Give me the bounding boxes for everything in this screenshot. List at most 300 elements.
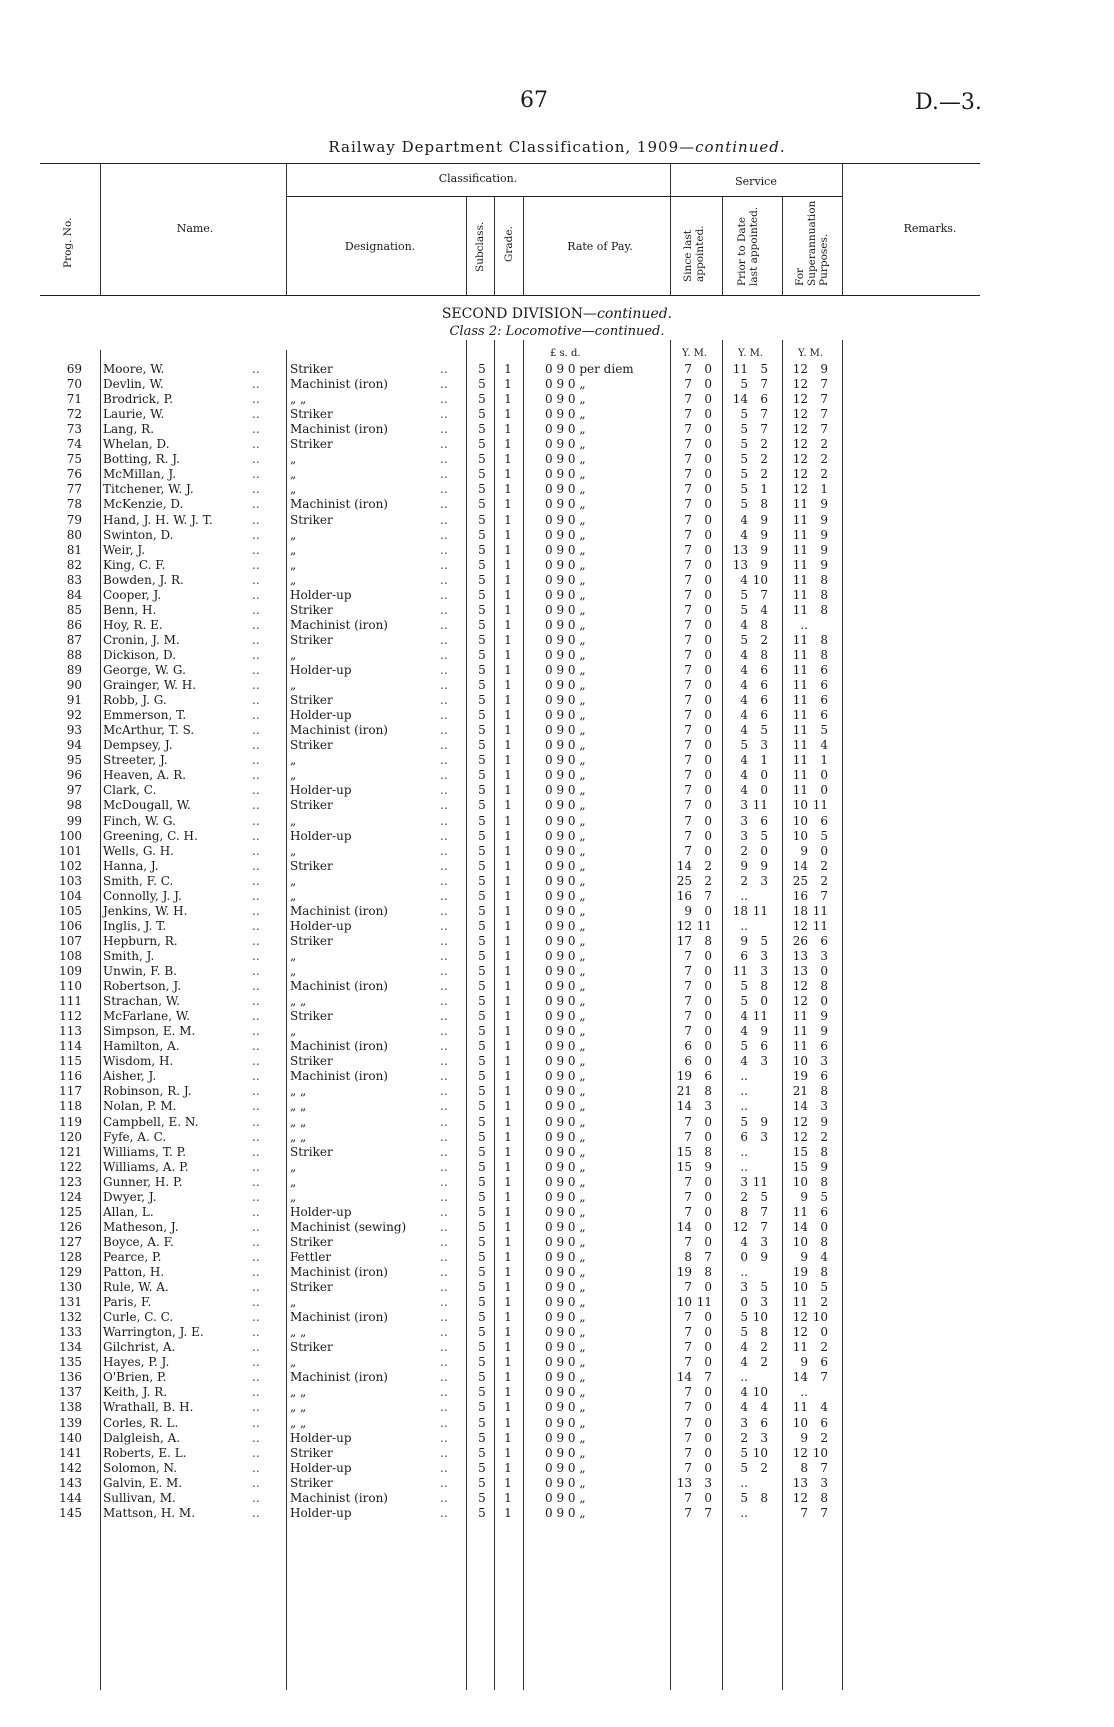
col-rule-grade [523,196,524,295]
leader-dots: .. [440,1385,448,1400]
since-months-cell: 0 [704,1340,712,1355]
prior-years-cell: 9 [740,858,748,873]
super-months-cell: 9 [820,362,828,376]
since-months-cell: 0 [704,678,712,693]
leader-dots: .. [440,1099,448,1114]
prior-years-cell: 4 [740,1355,748,1370]
leader-dots: .. [252,452,260,467]
designation-cell: Striker [290,1280,333,1295]
super-years-cell: 19 [792,1069,808,1084]
prior-months-cell: 2 [760,467,768,482]
leader-dots: .. [440,1490,448,1505]
table-row [0,723,1114,738]
since-months-cell: 0 [704,1445,712,1460]
prior-months-cell: 1 [760,753,768,768]
prior-months-cell: 6 [760,813,768,828]
since-years-cell: 7 [684,1490,692,1505]
super-years-cell: 9 [800,1189,808,1204]
name-cell: Campbell, E. N. [103,1114,199,1129]
prior-years-cell: 5 [740,994,748,1009]
rate-cell: 0 9 0 „ [545,407,586,422]
grade-cell: 1 [504,1265,512,1279]
grade-cell: 1 [504,647,512,662]
units-super: Y. M. [798,348,824,359]
super-months-cell: 2 [820,452,828,467]
name-cell: Nolan, P. M. [103,1099,177,1114]
super-years-cell: 18 [792,903,808,918]
super-months-cell: 2 [820,1295,828,1310]
since-years-cell: 7 [684,1009,692,1024]
designation-cell: Striker [290,693,333,708]
leader-dots: .. [252,1265,260,1279]
prior-months-cell: 6 [760,678,768,693]
super-years-cell: 11 [792,587,808,602]
prog-no-cell: 117 [59,1084,82,1099]
prior-months-cell: 0 [760,783,768,798]
super-years-cell: 11 [792,1024,808,1039]
leader-dots: .. [440,1430,448,1445]
super-years-cell: 9 [800,1355,808,1370]
super-months-cell: 6 [820,1204,828,1219]
col-rule-designation [466,196,467,295]
leader-dots: .. [440,813,448,828]
rate-cell: 0 9 0 „ [545,828,586,843]
name-cell: Strachan, W. [103,994,180,1009]
super-months-cell: 8 [820,1144,828,1159]
since-months-cell: 0 [704,407,712,422]
super-years-cell: 11 [792,738,808,753]
prog-no-cell: 111 [59,994,82,1009]
prog-no-cell: 114 [59,1039,82,1054]
since-months-cell: 6 [704,1069,712,1084]
name-cell: George, W. G. [103,663,186,677]
leader-dots: .. [252,948,260,963]
since-months-cell: 0 [704,1385,712,1400]
rate-cell: 0 9 0 „ [545,933,586,948]
table-row [0,558,1114,573]
name-cell: Finch, W. G. [103,813,176,828]
subclass-cell: 5 [478,1490,486,1505]
since-months-cell: 0 [704,798,712,813]
super-months-cell: 6 [820,1355,828,1370]
table-row [0,874,1114,889]
prior-months-cell: 11 [752,798,768,813]
prior-years-cell: 5 [740,407,748,422]
rate-cell: 0 9 0 „ [545,1144,586,1159]
prog-no-cell: 84 [66,587,82,602]
prog-no-cell: 127 [59,1234,82,1249]
since-years-cell: 25 [676,873,692,888]
super-months-cell: 6 [820,1069,828,1084]
rate-cell: 0 9 0 „ [545,497,586,512]
name-cell: Titchener, W. J. [103,482,194,497]
grade-cell: 1 [504,482,512,497]
subclass-cell: 5 [478,888,486,903]
designation-cell: Machinist (iron) [290,1490,388,1505]
since-years-cell: 9 [684,903,692,918]
super-months-cell: 9 [820,1114,828,1129]
table-row [0,1280,1114,1295]
designation-cell: Striker [290,1340,333,1355]
since-years-cell: 7 [684,617,692,632]
prior-years-cell: 4 [740,783,748,798]
prior-years-cell: .. [740,1475,748,1490]
grade-cell: 1 [504,1385,512,1400]
document-code: D.—3. [915,90,982,115]
prior-months-cell: 3 [760,738,768,753]
designation-cell: Striker [290,437,333,452]
name-cell: Smith, F. C. [103,873,174,888]
prior-years-cell: 5 [740,377,748,392]
super-months-cell: 8 [820,647,828,662]
prog-no-cell: 137 [59,1385,82,1400]
subclass-cell: 5 [478,362,486,376]
prior-years-cell: 3 [740,828,748,843]
rate-cell: 0 9 0 „ [545,1084,586,1099]
leader-dots: .. [252,1400,260,1415]
prior-years-cell: 4 [740,693,748,708]
table-row [0,1115,1114,1130]
prior-months-cell: 6 [760,392,768,407]
table-row [0,1491,1114,1506]
super-years-cell: 11 [792,1039,808,1054]
prior-years-cell: 5 [740,422,748,437]
grade-cell: 1 [504,828,512,843]
units-prior: Y. M. [738,348,764,359]
super-months-cell: 11 [812,903,828,918]
prior-years-cell: 5 [740,452,748,467]
grade-cell: 1 [504,964,512,978]
since-months-cell: 0 [704,783,712,798]
table-row [0,362,1114,377]
super-years-cell: 11 [792,678,808,693]
prior-months-cell: 9 [760,1114,768,1129]
header-grade: Grade. [503,226,515,262]
grade-cell: 1 [504,738,512,753]
designation-cell: Holder-up [290,1460,352,1475]
leader-dots: .. [252,888,260,903]
grade-cell: 1 [504,708,512,723]
prior-months-cell: 8 [760,979,768,994]
name-cell: Inglis, J. T. [103,918,167,933]
grade-cell: 1 [504,1129,512,1144]
leader-dots: .. [440,647,448,662]
designation-cell: „ [290,1189,297,1204]
leader-dots: .. [252,1249,260,1264]
super-years-cell: 11 [792,602,808,617]
page-number: 67 [520,88,548,113]
name-cell: Robertson, J. [103,979,182,994]
super-months-cell: 4 [820,1249,828,1264]
since-months-cell: 3 [704,1099,712,1114]
header-superannuation: For Superannuation Purposes. [794,200,830,286]
super-years-cell: 13 [792,964,808,978]
header-subclass: Subclass. [474,221,486,272]
prior-years-cell: .. [740,1159,748,1174]
table-row [0,437,1114,452]
super-months-cell: 8 [820,602,828,617]
rate-cell: 0 9 0 „ [545,964,586,978]
rate-cell: 0 9 0 „ [545,708,586,723]
subclass-cell: 5 [478,1265,486,1279]
prior-months-cell: 6 [760,693,768,708]
leader-dots: .. [252,1280,260,1295]
table-row [0,1175,1114,1190]
prior-months-cell: 7 [760,587,768,602]
prior-months-cell: 7 [760,1219,768,1234]
prior-months-cell: 7 [760,1204,768,1219]
name-cell: Cooper, J. [103,587,162,602]
name-cell: Wells, G. H. [103,843,174,858]
table-row [0,949,1114,964]
super-months-cell: 0 [820,1325,828,1340]
leader-dots: .. [440,678,448,693]
leader-dots: .. [252,723,260,738]
rate-cell: 0 9 0 „ [545,918,586,933]
rate-cell: 0 9 0 „ [545,1280,586,1295]
super-months-cell: 6 [820,708,828,723]
division-text: SECOND DIVISION— [441,306,598,322]
since-years-cell: 7 [684,1415,692,1430]
prior-years-cell: 5 [740,467,748,482]
since-years-cell: 7 [684,979,692,994]
since-months-cell: 0 [704,1325,712,1340]
subclass-cell: 5 [478,1069,486,1084]
leader-dots: .. [440,1129,448,1144]
leader-dots: .. [252,1430,260,1445]
prior-years-cell: 4 [740,723,748,738]
leader-dots: .. [252,1340,260,1355]
name-cell: Paris, F. [103,1295,152,1310]
prior-years-cell: .. [740,888,748,903]
designation-cell: Holder-up [290,828,352,843]
designation-cell: Striker [290,1144,333,1159]
super-months-cell: 1 [820,753,828,768]
designation-cell: Holder-up [290,708,352,723]
rate-cell: 0 9 0 „ [545,1129,586,1144]
name-cell: Lang, R. [103,422,155,437]
super-years-cell: .. [800,1385,808,1400]
super-years-cell: 10 [792,828,808,843]
grade-cell: 1 [504,888,512,903]
table-row [0,1220,1114,1235]
designation-cell: Striker [290,1009,333,1024]
super-years-cell: 12 [792,918,808,933]
prior-months-cell: 6 [760,1415,768,1430]
prog-no-cell: 139 [59,1415,82,1430]
prior-years-cell: 5 [740,1039,748,1054]
since-years-cell: 7 [684,663,692,677]
prior-years-cell: 5 [740,1445,748,1460]
name-cell: Devlin, W. [103,377,164,392]
table-row [0,422,1114,437]
rate-cell: 0 9 0 „ [545,1385,586,1400]
leader-dots: .. [440,783,448,798]
name-cell: Connolly, J. J. [103,888,182,903]
leader-dots: .. [252,903,260,918]
super-months-cell: 5 [820,828,828,843]
rate-cell: 0 9 0 „ [545,994,586,1009]
grade-cell: 1 [504,768,512,783]
leader-dots: .. [252,828,260,843]
subclass-cell: 5 [478,753,486,768]
table-row [0,1099,1114,1114]
header-classification: Classification. [438,172,518,185]
rate-cell: 0 9 0 „ [545,1445,586,1460]
leader-dots: .. [440,708,448,723]
prior-months-cell: 10 [752,1385,768,1400]
name-cell: Wrathall, B. H. [103,1400,194,1415]
prior-years-cell: 12 [732,1219,748,1234]
grade-cell: 1 [504,723,512,738]
since-months-cell: 0 [704,1219,712,1234]
prior-months-cell: 3 [760,1054,768,1069]
prior-months-cell: 3 [760,1430,768,1445]
leader-dots: .. [252,663,260,677]
header-name: Name. [176,222,214,235]
prog-no-cell: 83 [66,572,82,587]
prog-no-cell: 95 [66,753,82,768]
grade-cell: 1 [504,678,512,693]
leader-dots: .. [252,437,260,452]
since-months-cell: 0 [704,542,712,557]
table-row [0,1506,1114,1521]
super-years-cell: 11 [792,572,808,587]
subclass-cell: 5 [478,587,486,602]
prior-years-cell: 3 [740,1415,748,1430]
super-years-cell: 12 [792,1129,808,1144]
super-months-cell: 10 [812,1445,828,1460]
designation-cell: Machinist (iron) [290,723,388,738]
leader-dots: .. [440,738,448,753]
super-months-cell: 6 [820,933,828,948]
super-years-cell: 11 [792,512,808,527]
prior-years-cell: 5 [740,1310,748,1325]
leader-dots: .. [440,1204,448,1219]
since-years-cell: 7 [684,1174,692,1189]
prog-no-cell: 99 [66,813,82,828]
leader-dots: .. [440,572,448,587]
grade-cell: 1 [504,1355,512,1370]
prior-years-cell: .. [740,1099,748,1114]
since-years-cell: 7 [684,1445,692,1460]
since-months-cell: 0 [704,1310,712,1325]
super-years-cell: 13 [792,948,808,963]
super-years-cell: 9 [800,843,808,858]
designation-cell: „ [290,768,297,783]
table-row [0,1310,1114,1325]
table-row [0,678,1114,693]
since-years-cell: 7 [684,813,692,828]
grade-cell: 1 [504,1144,512,1159]
leader-dots: .. [252,813,260,828]
super-years-cell: 12 [792,994,808,1009]
table-row [0,392,1114,407]
rate-cell: 0 9 0 „ [545,557,586,572]
prior-months-cell: 2 [760,1355,768,1370]
super-years-cell: 11 [792,1400,808,1415]
designation-cell: Holder-up [290,587,352,602]
prog-no-cell: 77 [66,482,82,497]
prior-months-cell: 1 [760,482,768,497]
col-rule-since [722,196,723,295]
prog-no-cell: 94 [66,738,82,753]
super-months-cell: 0 [820,843,828,858]
leader-dots: .. [440,1370,448,1385]
rate-cell: 0 9 0 „ [545,1099,586,1114]
header-prog-no: Prog. No. [62,217,74,268]
leader-dots: .. [440,723,448,738]
subclass-cell: 5 [478,723,486,738]
since-months-cell: 0 [704,964,712,978]
grade-cell: 1 [504,783,512,798]
prior-months-cell: 0 [760,768,768,783]
prior-years-cell: 3 [740,813,748,828]
designation-cell: „ „ [290,1325,307,1340]
leader-dots: .. [252,647,260,662]
grade-cell: 1 [504,1069,512,1084]
rate-cell: 0 9 0 „ [545,512,586,527]
grade-cell: 1 [504,753,512,768]
prior-years-cell: 3 [740,1280,748,1295]
table-row [0,482,1114,497]
leader-dots: .. [440,693,448,708]
leader-dots: .. [252,753,260,768]
leader-dots: .. [440,1505,448,1520]
rate-cell: 0 9 0 „ [545,1204,586,1219]
prog-no-cell: 79 [66,512,82,527]
leader-dots: .. [252,678,260,693]
prior-years-cell: .. [740,1069,748,1084]
grade-cell: 1 [504,994,512,1009]
name-cell: Hoy, R. E. [103,617,163,632]
prog-no-cell: 69 [66,362,82,376]
prior-months-cell: 8 [760,647,768,662]
since-months-cell: 0 [704,1114,712,1129]
since-months-cell: 0 [704,602,712,617]
grade-cell: 1 [504,1174,512,1189]
prior-years-cell: 4 [740,647,748,662]
table-row [0,1400,1114,1415]
since-months-cell: 0 [704,1355,712,1370]
table-row [0,994,1114,1009]
super-years-cell: 12 [792,452,808,467]
leader-dots: .. [252,1144,260,1159]
super-years-cell: 11 [792,632,808,647]
rate-cell: 0 9 0 „ [545,1219,586,1234]
since-years-cell: 7 [684,497,692,512]
super-months-cell: 5 [820,1189,828,1204]
designation-cell: „ „ [290,1099,307,1114]
super-years-cell: 10 [792,1054,808,1069]
designation-cell: „ [290,482,297,497]
subclass-cell: 5 [478,602,486,617]
since-months-cell: 0 [704,1280,712,1295]
super-years-cell: 11 [792,1009,808,1024]
table-row [0,1039,1114,1054]
grade-cell: 1 [504,617,512,632]
super-months-cell: 4 [820,738,828,753]
prior-years-cell: 2 [740,873,748,888]
prior-months-cell: 10 [752,572,768,587]
since-years-cell: 12 [676,918,692,933]
since-years-cell: 7 [684,482,692,497]
name-cell: Swinton, D. [103,527,174,542]
prog-no-cell: 129 [59,1265,82,1279]
grade-cell: 1 [504,843,512,858]
name-cell: Grainger, W. H. [103,678,197,693]
grade-cell: 1 [504,542,512,557]
